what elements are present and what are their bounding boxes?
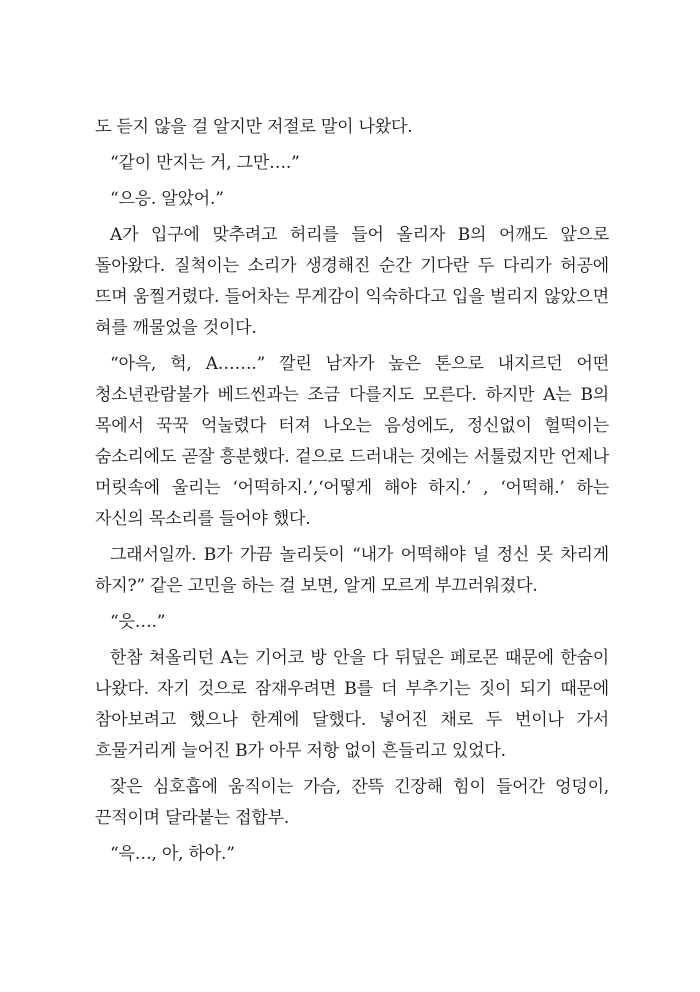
paragraph: “아윽, 헉, A…….” 깔린 남자가 높은 톤으로 내지르던 어떤 청소년관람불가 베드씬과는 조금 다를지도 모른다. 하지만 A는 B의 목에서 꾹꾹 억눌렸다 터져 나오는 음성에도, 정신없이 헐떡이는 숨소리에도 곧잘 흥분했다. 겉으로 드러내는 것에는 서툴렀지만 언제나 머릿속에 울리는 ‘어떡하지.’,‘어떻게 해야 하지.’ , ‘어떡해.’ 하는 자신의 목소리를 들어야 했다.: [95, 354, 609, 529]
paragraph: “윽…, 아, 하아.”: [110, 844, 235, 864]
paragraph: A가 입구에 맞추려고 허리를 들어 올리자 B의 어깨도 앞으로 돌아왔다. 질척이는 소리가 생경해진 순간 기다란 두 다리가 허공에 뜨며 움찔거렸다. 들어차는 무게감이 익숙하다고 입을 벌리지 않았으면 혀를 깨물었을 것이다.: [95, 225, 609, 338]
paragraph: 잦은 심호흡에 움직이는 가슴, 잔뜩 긴장해 힘이 들어간 엉덩이, 끈적이며 달라붙는 접합부.: [95, 777, 609, 828]
body-text: [95, 112, 609, 875]
paragraph: “같이 만지는 거, 그만….”: [110, 153, 300, 173]
paragraph: “으응. 알았어.”: [110, 189, 224, 209]
paragraph: 그래서일까. B가 가끔 놀리듯이 “내가 어떡해야 널 정신 못 차리게 하지?” 같은 고민을 하는 걸 보면, 알게 모르게 부끄러워졌다.: [95, 545, 609, 596]
paragraph: 도 듣지 않을 걸 알지만 저절로 말이 나왔다.: [95, 117, 413, 137]
paragraph: 한참 쳐올리던 A는 기어코 방 안을 다 뒤덮은 페로몬 때문에 한숨이 나왔다. 자기 것으로 잠재우려면 B를 더 부추기는 짓이 되기 때문에 참아보려고 했으나 한계에 달했다. 넣어진 채로 두 번이나 가서 흐물거리게 늘어진 B가 아무 저항 없이 흔들리고 있었다.: [95, 648, 609, 761]
paragraph: “읏….”: [110, 612, 166, 632]
